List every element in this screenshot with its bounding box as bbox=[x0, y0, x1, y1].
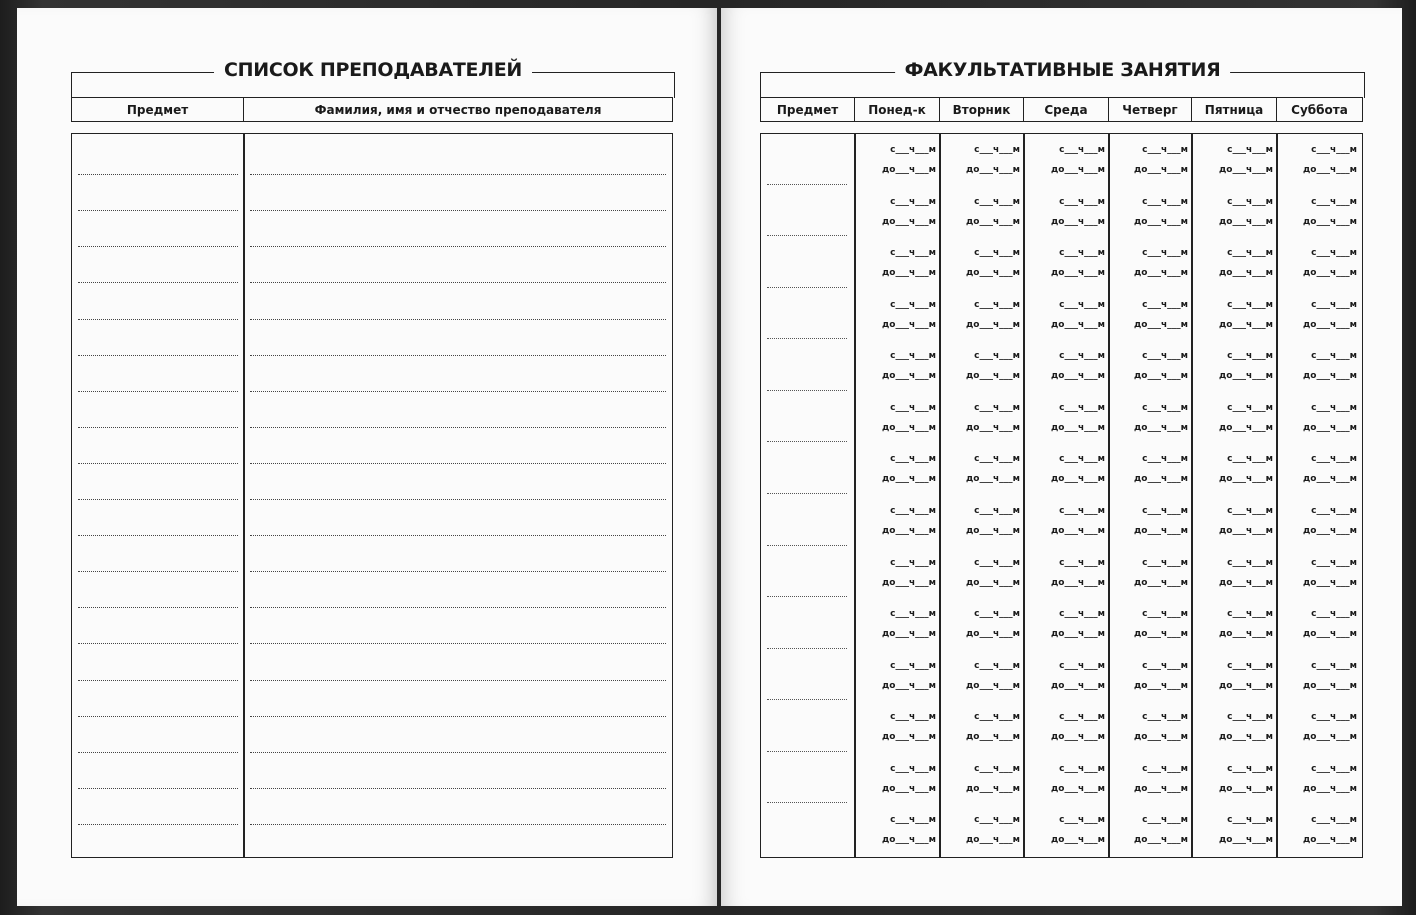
time-to-field[interactable]: до___ч___м bbox=[1134, 835, 1188, 845]
time-from-field[interactable]: с___ч___м bbox=[1142, 300, 1188, 310]
electives-subject-line bbox=[767, 802, 847, 803]
teachers-subject-line bbox=[78, 680, 238, 681]
teachers-name-line bbox=[250, 391, 666, 392]
time-from-field[interactable]: с___ч___м bbox=[974, 815, 1020, 825]
teachers-table bbox=[71, 133, 673, 858]
time-from-field[interactable]: с___ч___м bbox=[890, 197, 936, 207]
time-from-field[interactable]: с___ч___м bbox=[1311, 403, 1357, 413]
time-to-field[interactable]: до___ч___м bbox=[966, 320, 1020, 330]
time-from-field[interactable]: с___ч___м bbox=[974, 351, 1020, 361]
time-from-field[interactable]: с___ч___м bbox=[974, 506, 1020, 516]
time-to-field[interactable]: до___ч___м bbox=[1303, 268, 1357, 278]
time-to-field[interactable]: до___ч___м bbox=[966, 732, 1020, 742]
time-to-field[interactable]: до___ч___м bbox=[1134, 268, 1188, 278]
time-to-field[interactable]: до___ч___м bbox=[882, 320, 936, 330]
time-to-field[interactable]: до___ч___м bbox=[966, 629, 1020, 639]
time-from-field[interactable]: с___ч___м bbox=[890, 609, 936, 619]
time-from-field[interactable]: с___ч___м bbox=[1227, 248, 1273, 258]
time-from-field[interactable]: с___ч___м bbox=[890, 300, 936, 310]
time-from-field[interactable]: с___ч___м bbox=[890, 351, 936, 361]
time-to-field[interactable]: до___ч___м bbox=[1219, 835, 1273, 845]
electives-subject-line bbox=[767, 648, 847, 649]
teachers-subject-line bbox=[78, 499, 238, 500]
time-to-field[interactable]: до___ч___м bbox=[882, 732, 936, 742]
time-from-field[interactable]: с___ч___м bbox=[890, 454, 936, 464]
time-from-field[interactable]: с___ч___м bbox=[1059, 712, 1105, 722]
time-from-field[interactable]: с___ч___м bbox=[1311, 815, 1357, 825]
teachers-name-line bbox=[250, 463, 666, 464]
time-from-field[interactable]: с___ч___м bbox=[1227, 197, 1273, 207]
time-to-field[interactable]: до___ч___м bbox=[1303, 732, 1357, 742]
time-to-field[interactable]: до___ч___м bbox=[882, 371, 936, 381]
time-to-field[interactable]: до___ч___м bbox=[882, 423, 936, 433]
time-from-field[interactable]: с___ч___м bbox=[1311, 558, 1357, 568]
time-to-field[interactable]: до___ч___м bbox=[1303, 320, 1357, 330]
time-to-field[interactable]: до___ч___м bbox=[882, 578, 936, 588]
teachers-subject-line bbox=[78, 535, 238, 536]
time-from-field[interactable]: с___ч___м bbox=[1311, 197, 1357, 207]
teachers-subject-line bbox=[78, 246, 238, 247]
time-from-field[interactable]: с___ч___м bbox=[1311, 300, 1357, 310]
time-from-field[interactable]: с___ч___м bbox=[1142, 454, 1188, 464]
electives-title: ФАКУЛЬТАТИВНЫЕ ЗАНЯТИЯ bbox=[895, 59, 1231, 81]
teachers-name-line bbox=[250, 210, 666, 211]
time-from-field[interactable]: с___ч___м bbox=[1227, 661, 1273, 671]
electives-subject-line bbox=[767, 338, 847, 339]
time-from-field[interactable]: с___ч___м bbox=[1059, 403, 1105, 413]
time-to-field[interactable]: до___ч___м bbox=[1134, 732, 1188, 742]
time-from-field[interactable]: с___ч___м bbox=[974, 403, 1020, 413]
time-to-field[interactable]: до___ч___м bbox=[1134, 320, 1188, 330]
time-from-field[interactable]: с___ч___м bbox=[1059, 145, 1105, 155]
time-to-field[interactable]: до___ч___м bbox=[882, 268, 936, 278]
teachers-name-line bbox=[250, 788, 666, 789]
teachers-col-fullname: Фамилия, имя и отчество преподавателя bbox=[314, 102, 602, 117]
time-to-field[interactable]: до___ч___м bbox=[1219, 320, 1273, 330]
time-from-field[interactable]: с___ч___м bbox=[1227, 609, 1273, 619]
teachers-col-subject: Предмет bbox=[72, 98, 244, 121]
time-to-field[interactable]: до___ч___м bbox=[1051, 371, 1105, 381]
time-from-field[interactable]: с___ч___м bbox=[1142, 351, 1188, 361]
electives-subject-line bbox=[767, 493, 847, 494]
time-from-field[interactable]: с___ч___м bbox=[1142, 815, 1188, 825]
time-from-field[interactable]: с___ч___м bbox=[890, 248, 936, 258]
teachers-subject-line bbox=[78, 824, 238, 825]
time-from-field[interactable]: с___ч___м bbox=[974, 197, 1020, 207]
electives-column-divider bbox=[1276, 134, 1278, 857]
time-to-field[interactable]: до___ч___м bbox=[1219, 629, 1273, 639]
time-from-field[interactable]: с___ч___м bbox=[1227, 506, 1273, 516]
time-from-field[interactable]: с___ч___м bbox=[1059, 506, 1105, 516]
teachers-subject-line bbox=[78, 391, 238, 392]
time-to-field[interactable]: до___ч___м bbox=[1303, 165, 1357, 175]
teachers-name-line bbox=[250, 571, 666, 572]
teachers-subject-line bbox=[78, 210, 238, 211]
time-to-field[interactable]: до___ч___м bbox=[1051, 217, 1105, 227]
teachers-name-line bbox=[250, 319, 666, 320]
teachers-name-line bbox=[250, 427, 666, 428]
electives-subject-line bbox=[767, 441, 847, 442]
time-to-field[interactable]: до___ч___м bbox=[1303, 371, 1357, 381]
time-from-field[interactable]: с___ч___м bbox=[1311, 609, 1357, 619]
time-to-field[interactable]: до___ч___м bbox=[882, 217, 936, 227]
teachers-header-row bbox=[71, 97, 673, 122]
time-to-field[interactable]: до___ч___м bbox=[1219, 784, 1273, 794]
time-to-field[interactable]: до___ч___м bbox=[1051, 629, 1105, 639]
time-from-field[interactable]: с___ч___м bbox=[974, 454, 1020, 464]
time-to-field[interactable]: до___ч___м bbox=[1219, 165, 1273, 175]
teachers-subject-line bbox=[78, 427, 238, 428]
time-from-field[interactable]: с___ч___м bbox=[1227, 764, 1273, 774]
time-from-field[interactable]: с___ч___м bbox=[1142, 248, 1188, 258]
time-from-field[interactable]: с___ч___м bbox=[1311, 248, 1357, 258]
time-from-field[interactable]: с___ч___м bbox=[1311, 506, 1357, 516]
time-to-field[interactable]: до___ч___м bbox=[966, 474, 1020, 484]
time-to-field[interactable]: до___ч___м bbox=[966, 835, 1020, 845]
time-from-field[interactable]: с___ч___м bbox=[974, 609, 1020, 619]
time-from-field[interactable]: с___ч___м bbox=[1142, 197, 1188, 207]
electives-subject-line bbox=[767, 545, 847, 546]
time-from-field[interactable]: с___ч___м bbox=[1059, 558, 1105, 568]
time-from-field[interactable]: с___ч___м bbox=[1227, 712, 1273, 722]
electives-title-frame bbox=[760, 59, 1365, 98]
time-from-field[interactable]: с___ч___м bbox=[890, 661, 936, 671]
electives-subject-line bbox=[767, 235, 847, 236]
electives-column-divider bbox=[1023, 134, 1025, 857]
time-from-field[interactable]: с___ч___м bbox=[890, 712, 936, 722]
time-to-field[interactable]: до___ч___м bbox=[1219, 526, 1273, 536]
teachers-subject-line bbox=[78, 319, 238, 320]
electives-subject-line bbox=[767, 751, 847, 752]
teachers-name-line bbox=[250, 355, 666, 356]
teachers-column-divider bbox=[243, 134, 245, 857]
time-to-field[interactable]: до___ч___м bbox=[882, 474, 936, 484]
teachers-name-line bbox=[250, 535, 666, 536]
teachers-subject-line bbox=[78, 463, 238, 464]
teachers-name-line bbox=[250, 174, 666, 175]
time-from-field[interactable]: с___ч___м bbox=[1227, 558, 1273, 568]
time-to-field[interactable]: до___ч___м bbox=[882, 629, 936, 639]
time-to-field[interactable]: до___ч___м bbox=[966, 578, 1020, 588]
time-to-field[interactable]: до___ч___м bbox=[1134, 165, 1188, 175]
teachers-title-frame bbox=[71, 59, 675, 98]
teachers-subject-line bbox=[78, 282, 238, 283]
time-to-field[interactable]: до___ч___м bbox=[1134, 474, 1188, 484]
electives-column-divider bbox=[939, 134, 941, 857]
time-to-field[interactable]: до___ч___м bbox=[1051, 423, 1105, 433]
time-from-field[interactable]: с___ч___м bbox=[1227, 300, 1273, 310]
electives-table bbox=[760, 133, 1363, 858]
time-to-field[interactable]: до___ч___м bbox=[1051, 732, 1105, 742]
time-from-field[interactable]: с___ч___м bbox=[1059, 197, 1105, 207]
time-from-field[interactable]: с___ч___м bbox=[1311, 712, 1357, 722]
time-to-field[interactable]: до___ч___м bbox=[1219, 268, 1273, 278]
time-to-field[interactable]: до___ч___м bbox=[966, 423, 1020, 433]
time-to-field[interactable]: до___ч___м bbox=[1219, 732, 1273, 742]
time-to-field[interactable]: до___ч___м bbox=[1134, 217, 1188, 227]
time-to-field[interactable]: до___ч___м bbox=[1219, 423, 1273, 433]
time-from-field[interactable]: с___ч___м bbox=[974, 300, 1020, 310]
time-from-field[interactable]: с___ч___м bbox=[1142, 609, 1188, 619]
time-to-field[interactable]: до___ч___м bbox=[1134, 784, 1188, 794]
time-to-field[interactable]: до___ч___м bbox=[1303, 217, 1357, 227]
time-from-field[interactable]: с___ч___м bbox=[890, 764, 936, 774]
time-to-field[interactable]: до___ч___м bbox=[1303, 629, 1357, 639]
electives-col-monday: Понед-к bbox=[855, 98, 940, 121]
time-from-field[interactable]: с___ч___м bbox=[1311, 661, 1357, 671]
time-to-field[interactable]: до___ч___м bbox=[966, 526, 1020, 536]
right-page bbox=[721, 8, 1402, 906]
electives-col-wednesday: Среда bbox=[1024, 98, 1109, 121]
time-from-field[interactable]: с___ч___м bbox=[1142, 506, 1188, 516]
time-to-field[interactable]: до___ч___м bbox=[882, 165, 936, 175]
electives-col-thursday: Четверг bbox=[1109, 98, 1192, 121]
time-to-field[interactable]: до___ч___м bbox=[1303, 784, 1357, 794]
time-from-field[interactable]: с___ч___м bbox=[1059, 609, 1105, 619]
electives-column-divider bbox=[1108, 134, 1110, 857]
teachers-subject-line bbox=[78, 716, 238, 717]
time-to-field[interactable]: до___ч___м bbox=[1051, 474, 1105, 484]
teachers-name-line bbox=[250, 716, 666, 717]
time-from-field[interactable]: с___ч___м bbox=[1227, 454, 1273, 464]
teachers-subject-line bbox=[78, 752, 238, 753]
time-to-field[interactable]: до___ч___м bbox=[966, 268, 1020, 278]
time-to-field[interactable]: до___ч___м bbox=[966, 371, 1020, 381]
time-to-field[interactable]: до___ч___м bbox=[1051, 578, 1105, 588]
time-to-field[interactable]: до___ч___м bbox=[1134, 371, 1188, 381]
time-from-field[interactable]: с___ч___м bbox=[1059, 764, 1105, 774]
teachers-name-line bbox=[250, 282, 666, 283]
electives-subject-line bbox=[767, 287, 847, 288]
electives-subject-line bbox=[767, 596, 847, 597]
electives-col-friday: Пятница bbox=[1192, 98, 1277, 121]
time-to-field[interactable]: до___ч___м bbox=[1303, 681, 1357, 691]
time-to-field[interactable]: до___ч___м bbox=[1134, 423, 1188, 433]
time-from-field[interactable]: с___ч___м bbox=[1059, 815, 1105, 825]
time-from-field[interactable]: с___ч___м bbox=[1059, 454, 1105, 464]
teachers-name-line bbox=[250, 824, 666, 825]
teachers-name-line bbox=[250, 246, 666, 247]
electives-subject-line bbox=[767, 699, 847, 700]
teachers-subject-line bbox=[78, 571, 238, 572]
time-from-field[interactable]: с___ч___м bbox=[890, 403, 936, 413]
electives-header-row bbox=[760, 97, 1363, 122]
time-from-field[interactable]: с___ч___м bbox=[974, 712, 1020, 722]
electives-subject-line bbox=[767, 184, 847, 185]
time-to-field[interactable]: до___ч___м bbox=[1219, 681, 1273, 691]
time-from-field[interactable]: с___ч___м bbox=[1311, 351, 1357, 361]
time-from-field[interactable]: с___ч___м bbox=[974, 145, 1020, 155]
time-to-field[interactable]: до___ч___м bbox=[1303, 578, 1357, 588]
teachers-subject-line bbox=[78, 788, 238, 789]
time-from-field[interactable]: с___ч___м bbox=[890, 145, 936, 155]
teachers-subject-line bbox=[78, 174, 238, 175]
time-from-field[interactable]: с___ч___м bbox=[1142, 764, 1188, 774]
time-from-field[interactable]: с___ч___м bbox=[1059, 248, 1105, 258]
time-to-field[interactable]: до___ч___м bbox=[1303, 835, 1357, 845]
time-to-field[interactable]: до___ч___м bbox=[1134, 629, 1188, 639]
time-from-field[interactable]: с___ч___м bbox=[1142, 661, 1188, 671]
time-to-field[interactable]: до___ч___м bbox=[1051, 681, 1105, 691]
time-from-field[interactable]: с___ч___м bbox=[1227, 403, 1273, 413]
time-from-field[interactable]: с___ч___м bbox=[1142, 403, 1188, 413]
time-to-field[interactable]: до___ч___м bbox=[1051, 165, 1105, 175]
time-from-field[interactable]: с___ч___м bbox=[1311, 764, 1357, 774]
time-to-field[interactable]: до___ч___м bbox=[1303, 423, 1357, 433]
teachers-subject-line bbox=[78, 355, 238, 356]
time-to-field[interactable]: до___ч___м bbox=[1051, 784, 1105, 794]
time-to-field[interactable]: до___ч___м bbox=[1219, 474, 1273, 484]
teachers-title: СПИСОК ПРЕПОДАВАТЕЛЕЙ bbox=[214, 59, 532, 81]
time-from-field[interactable]: с___ч___м bbox=[1142, 558, 1188, 568]
left-page bbox=[17, 8, 717, 906]
teachers-name-line bbox=[250, 643, 666, 644]
time-from-field[interactable]: с___ч___м bbox=[1142, 145, 1188, 155]
time-from-field[interactable]: с___ч___м bbox=[974, 764, 1020, 774]
time-from-field[interactable]: с___ч___м bbox=[1227, 351, 1273, 361]
time-from-field[interactable]: с___ч___м bbox=[1227, 145, 1273, 155]
electives-subject-line bbox=[767, 390, 847, 391]
time-to-field[interactable]: до___ч___м bbox=[1303, 474, 1357, 484]
time-to-field[interactable]: до___ч___м bbox=[966, 165, 1020, 175]
time-from-field[interactable]: с___ч___м bbox=[1227, 815, 1273, 825]
time-from-field[interactable]: с___ч___м bbox=[974, 661, 1020, 671]
teachers-subject-line bbox=[78, 643, 238, 644]
time-to-field[interactable]: до___ч___м bbox=[882, 835, 936, 845]
time-from-field[interactable]: с___ч___м bbox=[974, 248, 1020, 258]
time-to-field[interactable]: до___ч___м bbox=[1303, 526, 1357, 536]
teachers-name-line bbox=[250, 680, 666, 681]
time-to-field[interactable]: до___ч___м bbox=[1134, 526, 1188, 536]
time-to-field[interactable]: до___ч___м bbox=[1134, 578, 1188, 588]
teachers-name-line bbox=[250, 752, 666, 753]
time-to-field[interactable]: до___ч___м bbox=[882, 681, 936, 691]
electives-column-divider bbox=[854, 134, 856, 857]
time-to-field[interactable]: до___ч___м bbox=[1051, 835, 1105, 845]
teachers-name-line bbox=[250, 499, 666, 500]
time-to-field[interactable]: до___ч___м bbox=[966, 681, 1020, 691]
time-from-field[interactable]: с___ч___м bbox=[1311, 145, 1357, 155]
electives-col-saturday: Суббота bbox=[1291, 102, 1348, 117]
time-from-field[interactable]: с___ч___м bbox=[1059, 351, 1105, 361]
electives-col-subject: Предмет bbox=[761, 98, 855, 121]
time-from-field[interactable]: с___ч___м bbox=[1311, 454, 1357, 464]
electives-col-tuesday: Вторник bbox=[940, 98, 1024, 121]
time-to-field[interactable]: до___ч___м bbox=[1051, 268, 1105, 278]
teachers-name-line bbox=[250, 607, 666, 608]
time-to-field[interactable]: до___ч___м bbox=[966, 217, 1020, 227]
time-to-field[interactable]: до___ч___м bbox=[1219, 371, 1273, 381]
time-from-field[interactable]: с___ч___м bbox=[890, 506, 936, 516]
time-to-field[interactable]: до___ч___м bbox=[882, 784, 936, 794]
time-from-field[interactable]: с___ч___м bbox=[1142, 712, 1188, 722]
time-from-field[interactable]: с___ч___м bbox=[1059, 300, 1105, 310]
time-from-field[interactable]: с___ч___м bbox=[974, 558, 1020, 568]
time-to-field[interactable]: до___ч___м bbox=[1219, 578, 1273, 588]
time-to-field[interactable]: до___ч___м bbox=[966, 784, 1020, 794]
time-from-field[interactable]: с___ч___м bbox=[1059, 661, 1105, 671]
time-to-field[interactable]: до___ч___м bbox=[1051, 526, 1105, 536]
time-to-field[interactable]: до___ч___м bbox=[1134, 681, 1188, 691]
time-from-field[interactable]: с___ч___м bbox=[890, 558, 936, 568]
electives-column-divider bbox=[1191, 134, 1193, 857]
time-to-field[interactable]: до___ч___м bbox=[882, 526, 936, 536]
time-to-field[interactable]: до___ч___м bbox=[1219, 217, 1273, 227]
time-to-field[interactable]: до___ч___м bbox=[1051, 320, 1105, 330]
time-from-field[interactable]: с___ч___м bbox=[890, 815, 936, 825]
teachers-subject-line bbox=[78, 607, 238, 608]
